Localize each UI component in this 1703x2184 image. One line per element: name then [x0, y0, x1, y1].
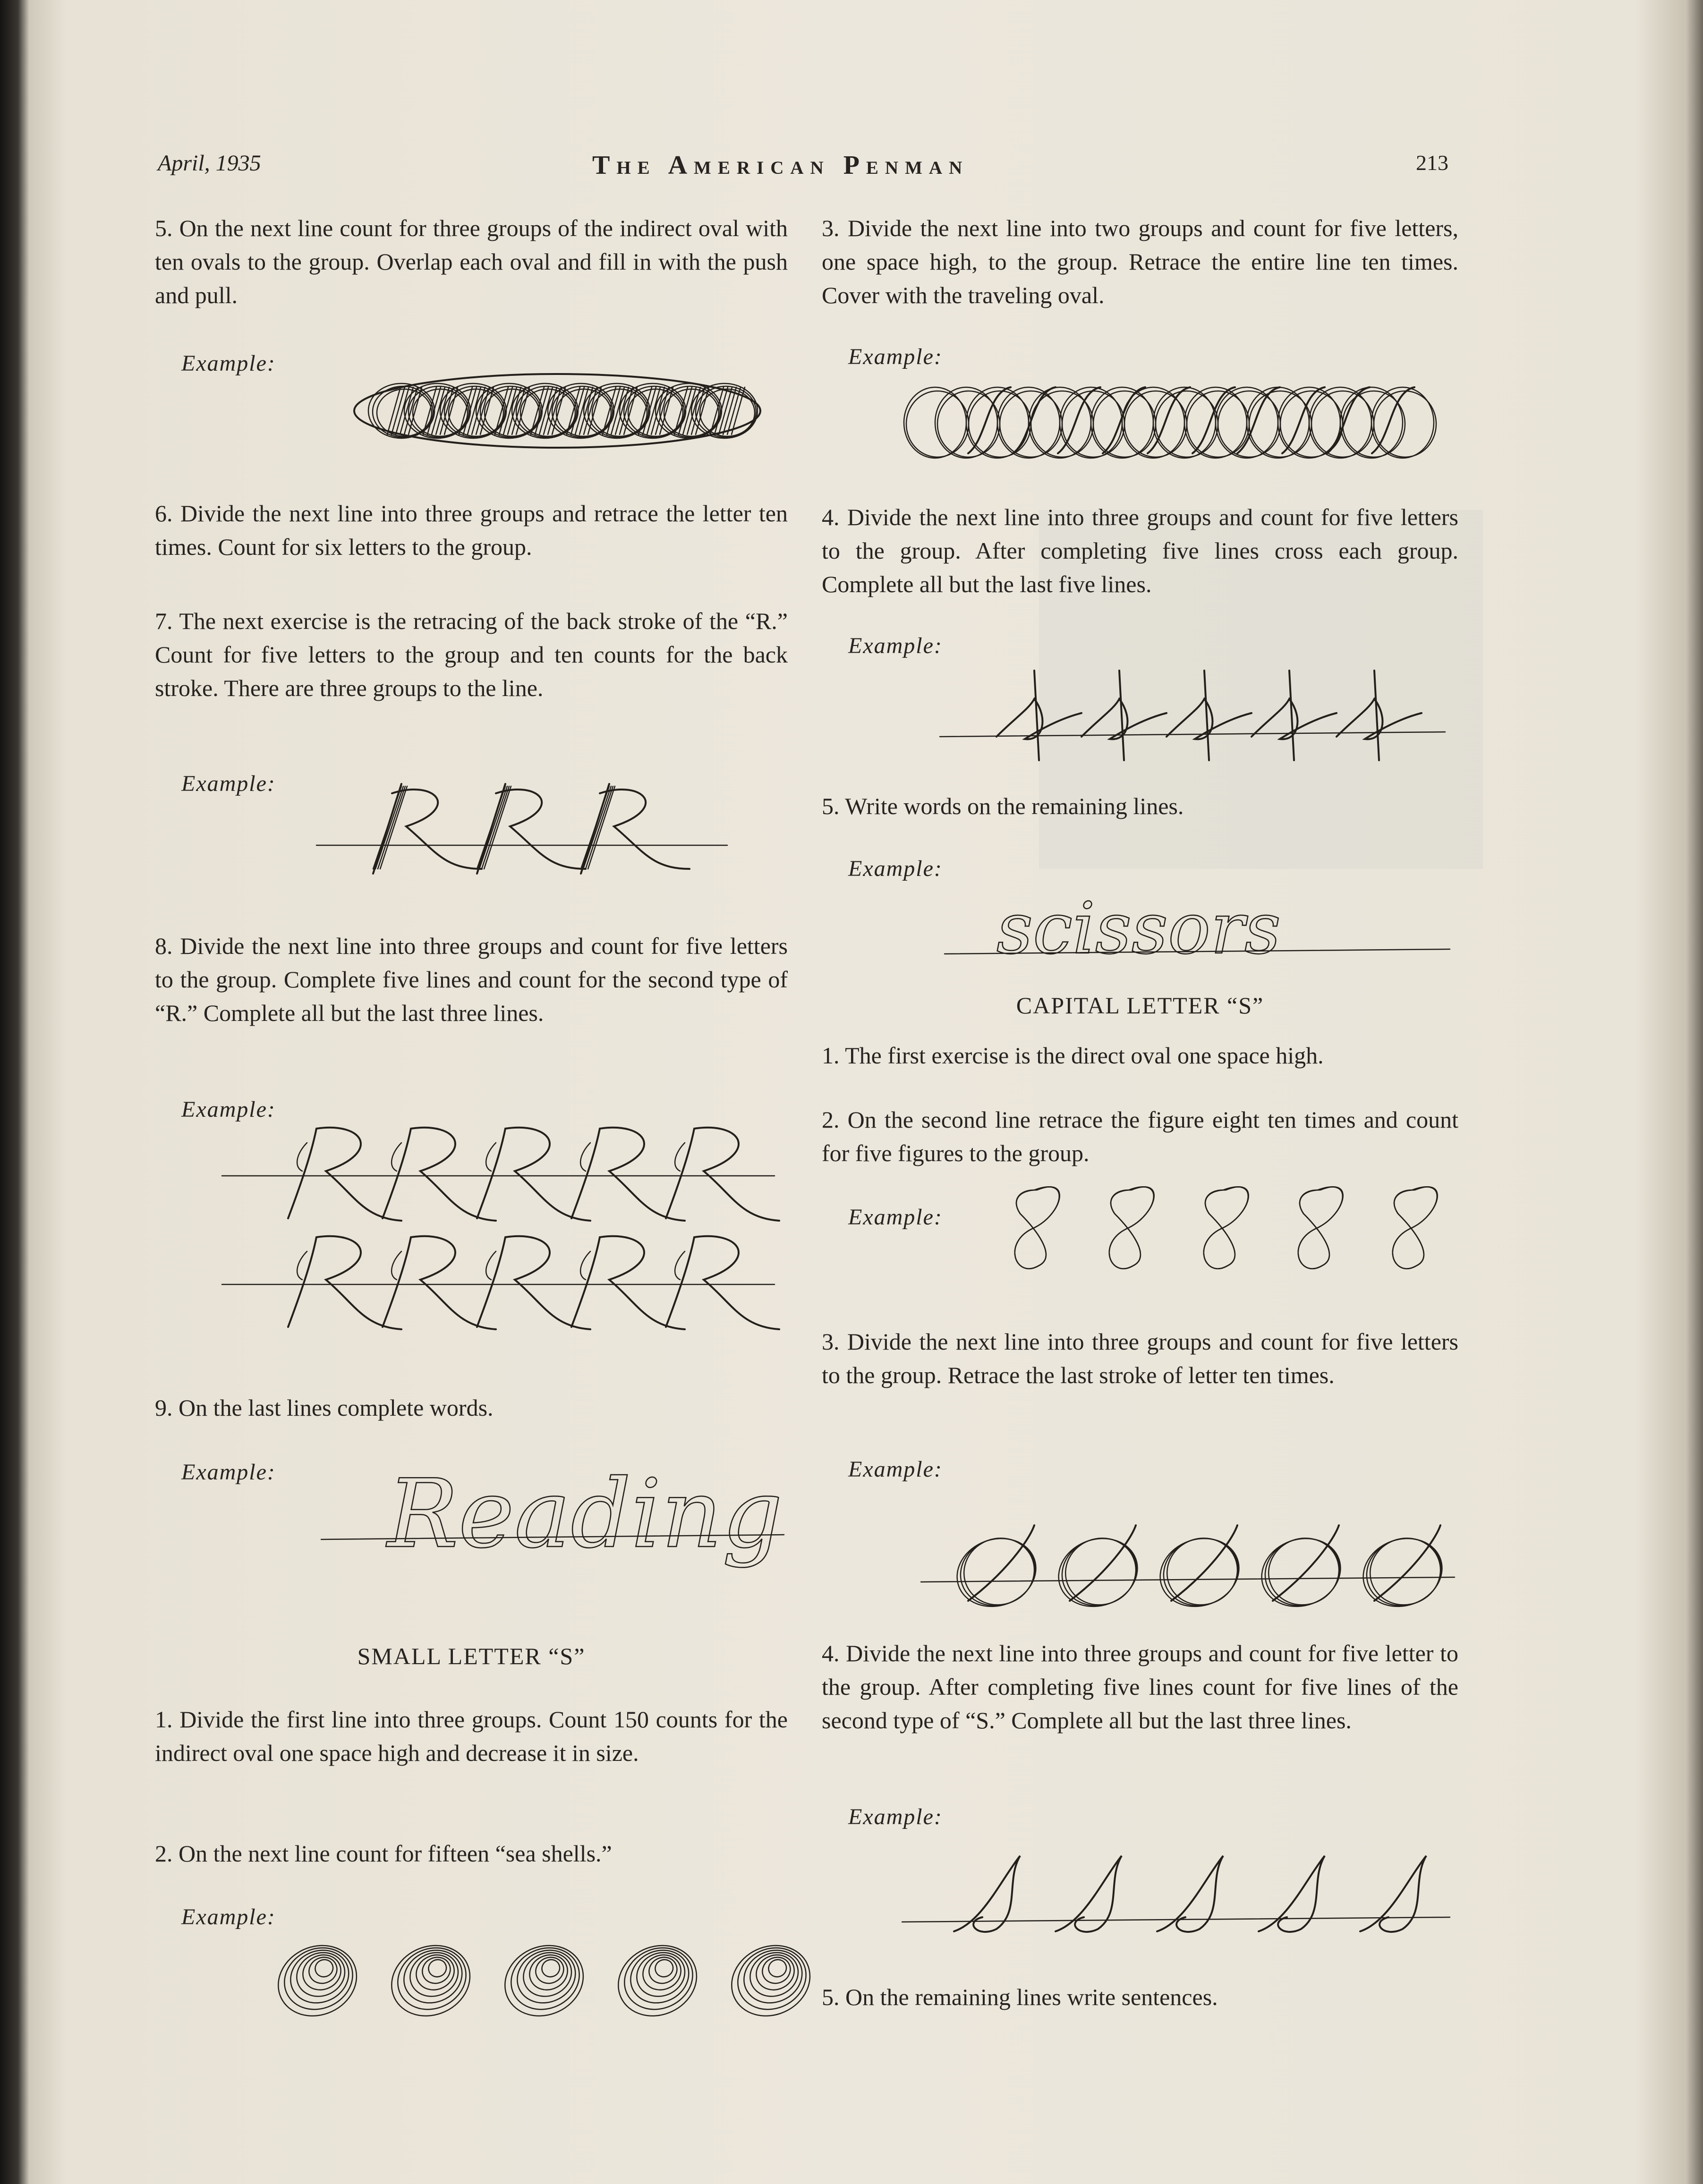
figure-eight	[1015, 1187, 1059, 1268]
word-scissors-sample	[940, 888, 1455, 992]
backstroke-retrace	[375, 786, 403, 869]
backstroke-retrace	[581, 786, 609, 869]
capital-r	[288, 1236, 401, 1329]
capital-r	[571, 1128, 685, 1221]
figure-eight	[1298, 1187, 1343, 1268]
capital-s-second-type-sample	[897, 1851, 1455, 1946]
capital-s-stem	[1070, 1525, 1136, 1601]
backstroke-retrace	[479, 786, 507, 869]
instruction-l9: 9. On the last lines complete words.	[155, 1394, 494, 1421]
capital-r	[477, 1236, 590, 1329]
cross-stroke	[1289, 671, 1294, 760]
figure-eight	[1204, 1187, 1248, 1268]
instruction-s2: 2. On the next line count for fifteen “sea shells.”	[155, 1840, 612, 1867]
capital-s-loop	[1158, 1529, 1247, 1615]
instruction-r4: 4. Divide the next line into three groups and count for five letters to the group. After completing five lines cross each group. Complete all but the last five lines.	[822, 504, 1458, 597]
example-label: Example:	[848, 344, 943, 369]
figure-eight	[1393, 1187, 1437, 1268]
sea-shell-stroke	[501, 1937, 589, 2021]
capital-s-stem	[968, 1525, 1034, 1601]
sea-shell-stroke	[614, 1937, 703, 2021]
capital-r-backstroke-sample	[312, 774, 737, 883]
instruction-c3: 3. Divide the next line into three groups and count for five letters to the group. Retrace the last stroke of letter ten times.	[822, 1328, 1458, 1388]
example-label: Example:	[848, 1205, 943, 1230]
cross-stroke	[1119, 671, 1124, 760]
capital-s-loop	[1252, 1528, 1350, 1617]
capital-s-loop	[951, 1528, 1045, 1616]
issue-date: April, 1935	[158, 151, 261, 176]
backstroke-retrace	[588, 786, 615, 869]
capital-s-loop	[947, 1528, 1046, 1617]
sea-shell-stroke	[380, 1933, 482, 2028]
capital-s	[1360, 1856, 1426, 1932]
small-s	[1081, 699, 1167, 739]
sea-shell-stroke	[720, 1933, 822, 2028]
capital-s-last-stroke-sample	[916, 1521, 1459, 1615]
capital-r	[288, 1128, 401, 1221]
capital-s-loop	[1357, 1528, 1451, 1616]
traveling-oval-drill	[897, 373, 1455, 477]
figure-eight-drill	[963, 1171, 1464, 1284]
instruction-c2: 2. On the second line retrace the figure eight ten times and count for five figures to the group.	[822, 1106, 1458, 1166]
example-label: Example:	[181, 351, 276, 376]
instruction-c1: 1. The first exercise is the direct oval one space high.	[822, 1042, 1324, 1069]
section-heading-capital-s: CAPITAL LETTER “S”	[1016, 992, 1264, 1019]
figure-eight	[1393, 1187, 1437, 1268]
capital-s-loop	[954, 1529, 1044, 1615]
backstroke-retrace	[482, 786, 509, 869]
word-reading-sample	[312, 1459, 793, 1615]
capital-s-loop	[1150, 1528, 1249, 1617]
capital-r	[666, 1236, 779, 1329]
instruction-c5: 5. On the remaining lines write sentences.	[822, 1984, 1218, 2010]
crossed-small-s-sample	[935, 661, 1455, 774]
sea-shell-stroke	[607, 1933, 708, 2028]
example-label: Example:	[848, 1804, 943, 1829]
capital-s-loop	[1256, 1528, 1349, 1616]
example-label: Example:	[848, 856, 943, 881]
instruction-l7: 7. The next exercise is the retracing of the back stroke of the “R.” Count for five letters to the group and ten counts for the back stroke. There are three groups to the line.	[155, 608, 788, 701]
instruction-c4: 4. Divide the next line into three groups and count for five letter to the group. After completing five lines count for five lines of the second type of “S.” Complete all but the last three lines.	[822, 1640, 1458, 1734]
capital-s-stem	[1273, 1525, 1339, 1601]
capital-r	[477, 1128, 590, 1221]
page-number: 213	[1416, 151, 1448, 175]
figure-eight	[1298, 1187, 1343, 1268]
example-label: Example:	[848, 1457, 943, 1482]
capital-s-loop	[1361, 1529, 1450, 1615]
sea-shell-stroke	[494, 1933, 595, 2028]
capital-r-second-type-sample	[217, 1124, 784, 1341]
sea-shell-stroke	[274, 1937, 363, 2021]
capital-s-loop	[1354, 1528, 1452, 1617]
small-s	[1167, 699, 1252, 739]
sea-shell-stroke	[728, 1937, 816, 2021]
letter-stroke	[1192, 387, 1235, 453]
capital-r	[383, 1236, 496, 1329]
backstroke-retrace	[583, 786, 611, 869]
cross-stroke	[1374, 671, 1379, 760]
example-label: Example:	[181, 1097, 276, 1122]
figure-eight	[1015, 1187, 1060, 1268]
capital-r	[383, 1128, 496, 1221]
capital-s-loop	[1049, 1528, 1147, 1617]
capital-s-loop	[1259, 1529, 1348, 1615]
instruction-r3: 3. Divide the next line into two groups and count for five letters, one space high, to the group. Retrace the entire line ten times. Cover with the traveling oval.	[822, 215, 1458, 308]
drill-oval	[700, 389, 755, 436]
figure-eight	[1109, 1187, 1154, 1268]
instruction-l6: 6. Divide the next line into three groups and retrace the letter ten times. Count for six letters to the group.	[155, 500, 788, 560]
baseline	[921, 1577, 1455, 1582]
capital-s-loop	[1154, 1528, 1248, 1616]
figure-eight	[1393, 1187, 1438, 1268]
example-label: Example:	[181, 771, 276, 796]
figure-eight	[1298, 1187, 1343, 1268]
section-heading-small-s: SMALL LETTER “S”	[357, 1643, 586, 1669]
sea-shell-stroke	[267, 1933, 368, 2028]
cross-stroke	[1034, 671, 1039, 760]
capital-s-stem	[1171, 1525, 1237, 1601]
figure-eight	[1204, 1187, 1248, 1268]
backstroke-retrace	[586, 786, 613, 869]
small-s	[996, 699, 1081, 739]
backstroke-retrace	[378, 786, 405, 869]
figure-eight	[1204, 1187, 1249, 1268]
capital-r	[666, 1128, 779, 1221]
instruction-r5: 5. Write words on the remaining lines.	[822, 793, 1184, 819]
indirect-oval-drill	[349, 364, 793, 458]
instruction-l8: 8. Divide the next line into three groups and count for five letters to the group. Complete five lines and count for the second type of “R.” Complete all but the last three lines.	[155, 933, 788, 1026]
backstroke-retrace	[477, 786, 505, 869]
instruction-l5: 5. On the next line count for three groups of the indirect oval with ten ovals to the group. Overlap each oval and fill in with the push and pull.	[155, 215, 788, 308]
capital-s	[1259, 1856, 1325, 1932]
backstroke-retrace	[373, 786, 401, 869]
figure-eight	[1015, 1187, 1059, 1268]
backstroke-retrace	[380, 786, 407, 869]
figure-eight	[1109, 1187, 1154, 1268]
capital-s-loop	[1056, 1529, 1145, 1615]
word-scissors: scissors	[996, 888, 1281, 970]
figure-eight	[1109, 1187, 1154, 1268]
sea-shell-drill	[274, 1931, 793, 2026]
instruction-s1: 1. Divide the first line into three groups. Count 150 counts for the indirect oval one space high and decrease it in size.	[155, 1706, 788, 1766]
capital-s-loop	[1053, 1528, 1146, 1616]
capital-s-stem	[1374, 1525, 1440, 1601]
example-label: Example:	[181, 1460, 276, 1485]
capital-r	[571, 1236, 685, 1329]
example-label: Example:	[181, 1904, 276, 1929]
word-reading: Reading	[387, 1459, 783, 1569]
example-label: Example:	[848, 633, 943, 658]
capital-s	[1157, 1856, 1223, 1932]
magazine-title: The American Penman	[592, 151, 969, 180]
sea-shell-stroke	[388, 1937, 476, 2021]
backstroke-retrace	[484, 786, 511, 869]
cross-stroke	[1204, 671, 1209, 760]
